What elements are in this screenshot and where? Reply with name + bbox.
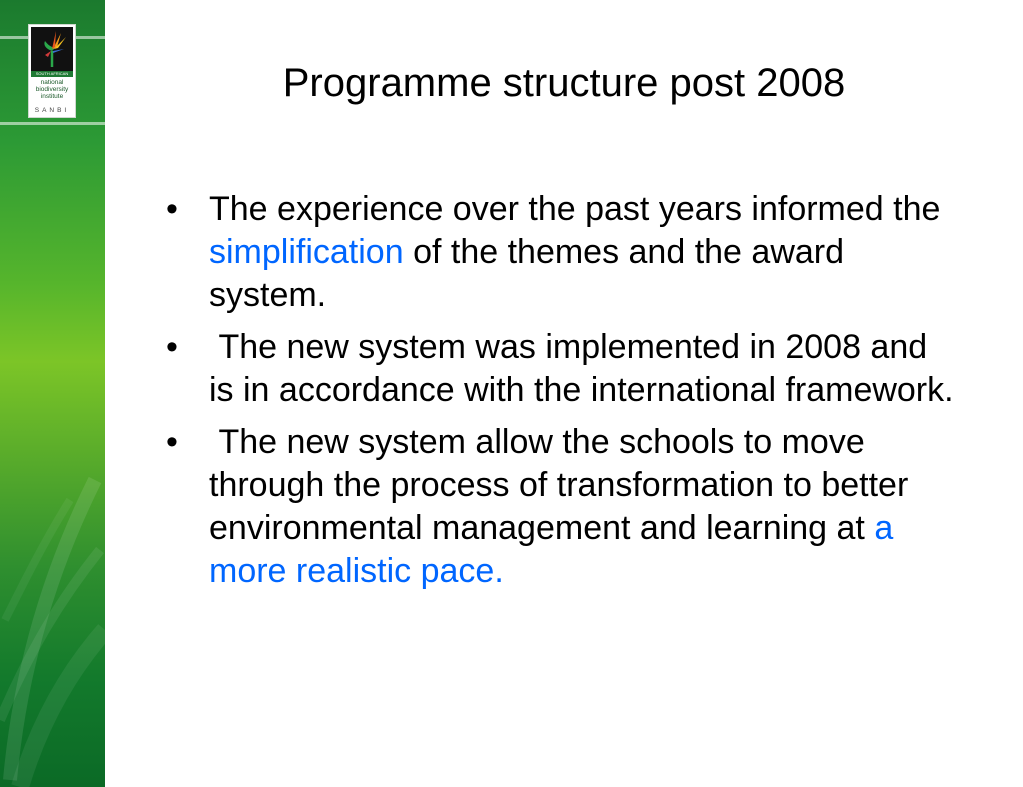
bullet-item [166,421,956,593]
bullet-text: The new system was implemented in 2008 and is in accordance with the international framework. [209,328,954,409]
slide-title: Programme structure post 2008 [282,61,846,105]
bullet-item [166,188,956,317]
logo-line: national [40,79,64,86]
strelitzia-flower-icon [31,27,73,71]
logo-abbreviation: SANBI [34,107,70,114]
logo-line: biodiversity [35,86,69,93]
sidebar-stripe [0,122,105,125]
logo-sub-label: SOUTH AFRICAN [31,71,73,77]
bullet-marker: • [166,190,178,228]
bullet-text: of the themes and the award system. [209,233,845,314]
highlight-simplification: simplification [209,233,404,271]
bullet-text: The new system allow the schools to move through the process of transformation to better environmental management and learning at [209,423,918,547]
sidebar-green-band [0,0,105,787]
bullet-marker: • [166,423,178,461]
bullet-text: The experience over the past years informed the [209,190,941,228]
sanbi-logo [28,24,76,118]
bullet-marker: • [166,328,178,366]
highlight-realistic-pace: a more realistic pace. [209,509,894,590]
bullet-list [166,188,956,602]
logo-line: institute [40,93,64,100]
logo-name [30,79,74,100]
leaves-decoration [0,420,105,787]
bullet-item [166,326,956,412]
logo-mark [31,27,73,71]
